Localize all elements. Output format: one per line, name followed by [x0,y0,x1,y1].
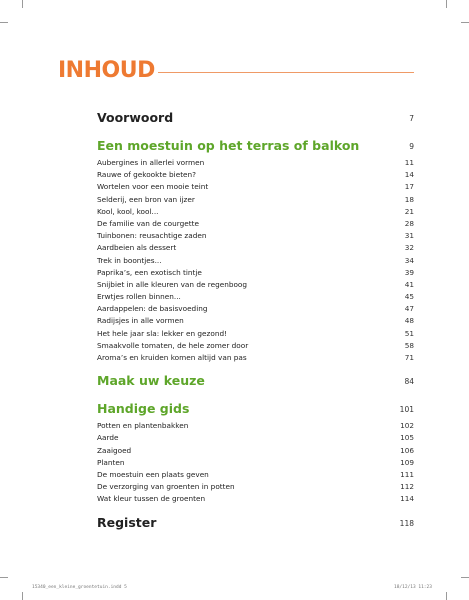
toc-entry[interactable] [97,316,414,328]
entry-label: De verzorging van groenten in potten [97,482,235,492]
entry-page-number: 105 [400,433,414,443]
crop-mark [22,592,23,600]
entry-page-number: 31 [404,231,414,241]
toc-entry[interactable] [97,170,414,182]
heading-rule [158,72,414,73]
toc-section[interactable] [97,515,414,535]
entry-page-number: 14 [404,170,414,180]
crop-mark [0,22,8,23]
entry-label: Smaakvolle tomaten, de hele zomer door [97,340,249,350]
crop-mark [446,592,447,600]
section-title: Handige gids [97,401,190,417]
toc-entry[interactable] [97,256,414,268]
toc-entry[interactable] [97,268,414,280]
entry-label: Trek in boontjes... [97,255,162,265]
toc-entry[interactable] [97,292,414,304]
entry-page-number: 51 [404,328,414,338]
section-page-number: 84 [404,377,414,387]
entry-label: Aubergines in allerlei vormen [97,158,205,167]
entry-label: Paprika’s, een exotisch tintje [97,267,202,277]
entry-label: Snijbiet in alle kleuren van de regenboog [97,279,248,289]
entry-page-number: 21 [404,206,414,216]
entry-label: Aroma’s en kruiden komen altijd van pas [97,353,247,362]
entry-page-number: 71 [404,353,414,362]
crop-mark [461,22,469,23]
footer-datetime: 18/12/13 11:23 [394,585,432,590]
toc-entry[interactable] [97,158,414,170]
entry-page-number: 47 [404,304,414,314]
toc-entry[interactable] [97,482,414,494]
toc-section[interactable] [97,401,414,421]
toc-entry[interactable] [97,446,414,458]
entry-page-number: 58 [404,340,414,350]
section-page-number: 9 [409,142,414,151]
section-page-number: 7 [409,114,414,123]
toc-entry[interactable] [97,243,414,255]
entry-label: Erwtjes rollen binnen... [97,292,181,302]
entry-page-number: 41 [404,279,414,289]
entry-label: Radijsjes in alle vormen [97,316,184,326]
toc-entry[interactable] [97,433,414,445]
entry-label: Wat kleur tussen de groenten [97,494,206,504]
heading-text: INHOUD [58,58,155,83]
toc-entry[interactable] [97,494,414,506]
page-heading [58,58,418,88]
entry-page-number: 114 [400,494,414,504]
toc-entry[interactable] [97,341,414,353]
entry-page-number: 111 [400,469,414,479]
table-of-contents [97,110,414,535]
section-page-number: 101 [399,405,414,415]
entry-label: Aardbeien als dessert [97,243,177,253]
toc-entry[interactable] [97,470,414,482]
entry-page-number: 28 [404,218,414,228]
footer-file: 15340_een_kleine_groentetuin.indd 5 [32,585,127,590]
crop-mark [461,577,469,578]
entry-page-number: 112 [400,482,414,492]
section-title: Maak uw keuze [97,373,205,389]
entry-page-number: 39 [404,267,414,277]
toc-entry[interactable] [97,182,414,194]
entry-label: De moestuin een plaats geven [97,469,209,479]
entry-page-number: 17 [404,182,414,192]
toc-entry[interactable] [97,458,414,470]
entry-label: Rauwe of gekookte bieten? [97,170,197,180]
toc-entry[interactable] [97,219,414,231]
entry-label: De familie van de courgette [97,218,199,228]
toc-section[interactable] [97,373,414,393]
entry-label: Aardappelen: de basisvoeding [97,304,208,314]
toc-entry[interactable] [97,421,414,433]
entry-page-number: 18 [404,194,414,204]
toc-entry[interactable] [97,207,414,219]
entry-label: Tuinbonen: reusachtige zaden [97,231,207,241]
toc-entry[interactable] [97,353,414,365]
toc-entry[interactable] [97,329,414,341]
entry-label: Aarde [97,433,119,443]
entry-label: Potten en plantenbakken [97,421,189,431]
entry-label: Planten [97,457,125,467]
toc-section[interactable] [97,110,414,130]
entry-page-number: 102 [400,421,414,431]
crop-mark [0,577,8,578]
toc-entry[interactable] [97,195,414,207]
entry-page-number: 32 [404,243,414,253]
entry-page-number: 48 [404,316,414,326]
crop-mark [446,0,447,8]
section-page-number: 118 [399,518,414,528]
toc-entry[interactable] [97,231,414,243]
entry-page-number: 109 [400,457,414,467]
toc-entry[interactable] [97,280,414,292]
entry-page-number: 45 [404,292,414,302]
entry-page-number: 106 [400,445,414,455]
entry-label: Selderij, een bron van ijzer [97,194,195,204]
toc-entry[interactable] [97,304,414,316]
entry-page-number: 11 [404,158,414,167]
section-title: Register [97,514,157,530]
entry-page-number: 34 [404,255,414,265]
section-title: Een moestuin op het terras of balkon [97,138,360,153]
entry-label: Zaaigoed [97,445,132,455]
toc-section[interactable] [97,138,414,158]
section-title: Voorwoord [97,110,174,125]
crop-mark [22,0,23,8]
entry-label: Het hele jaar sla: lekker en gezond! [97,328,228,338]
entry-label: Wortelen voor een mooie teint [97,182,209,192]
entry-label: Kool, kool, kool... [97,206,159,216]
